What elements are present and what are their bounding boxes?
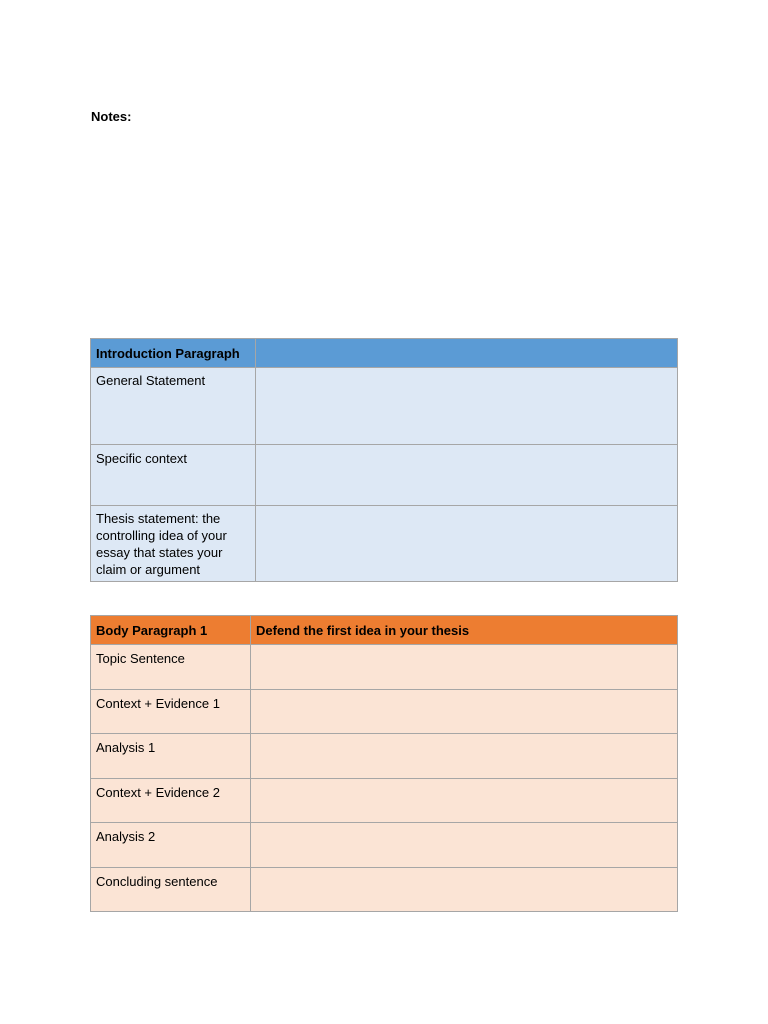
- table-row: [91, 689, 678, 734]
- body-header-description: Defend the first idea in your thesis: [251, 616, 678, 645]
- concluding-sentence-cell[interactable]: [251, 867, 678, 912]
- table-row: [91, 645, 678, 690]
- intro-header-title: Introduction Paragraph: [91, 339, 256, 368]
- analysis-2-cell[interactable]: [251, 823, 678, 868]
- row-label-analysis-2: Analysis 2: [91, 823, 251, 868]
- context-evidence-1-cell[interactable]: [251, 689, 678, 734]
- row-label-concluding-sentence: Concluding sentence: [91, 867, 251, 912]
- row-label-topic-sentence: Topic Sentence: [91, 645, 251, 690]
- table-row: [91, 823, 678, 868]
- intro-header-description[interactable]: [256, 339, 678, 368]
- table-header-row: [91, 616, 678, 645]
- row-label-thesis-statement: Thesis statement: the controlling idea of your essay that states your claim or argument: [91, 506, 256, 582]
- row-label-specific-context: Specific context: [91, 445, 256, 506]
- table-row: [91, 867, 678, 912]
- table-row: [91, 778, 678, 823]
- row-label-context-evidence-2: Context + Evidence 2: [91, 778, 251, 823]
- topic-sentence-cell[interactable]: [251, 645, 678, 690]
- table-row: [91, 734, 678, 779]
- general-statement-cell[interactable]: [256, 368, 678, 445]
- body-header-title: Body Paragraph 1: [91, 616, 251, 645]
- row-label-context-evidence-1: Context + Evidence 1: [91, 689, 251, 734]
- body-paragraph-1-table: [90, 615, 678, 912]
- table-row: [91, 368, 678, 445]
- table-header-row: [91, 339, 678, 368]
- introduction-paragraph-table: [90, 338, 678, 582]
- table-row: [91, 445, 678, 506]
- table-row: [91, 506, 678, 582]
- specific-context-cell[interactable]: [256, 445, 678, 506]
- context-evidence-2-cell[interactable]: [251, 778, 678, 823]
- analysis-1-cell[interactable]: [251, 734, 678, 779]
- notes-label: Notes:: [91, 109, 132, 124]
- thesis-statement-cell[interactable]: [256, 506, 678, 582]
- row-label-general-statement: General Statement: [91, 368, 256, 445]
- row-label-analysis-1: Analysis 1: [91, 734, 251, 779]
